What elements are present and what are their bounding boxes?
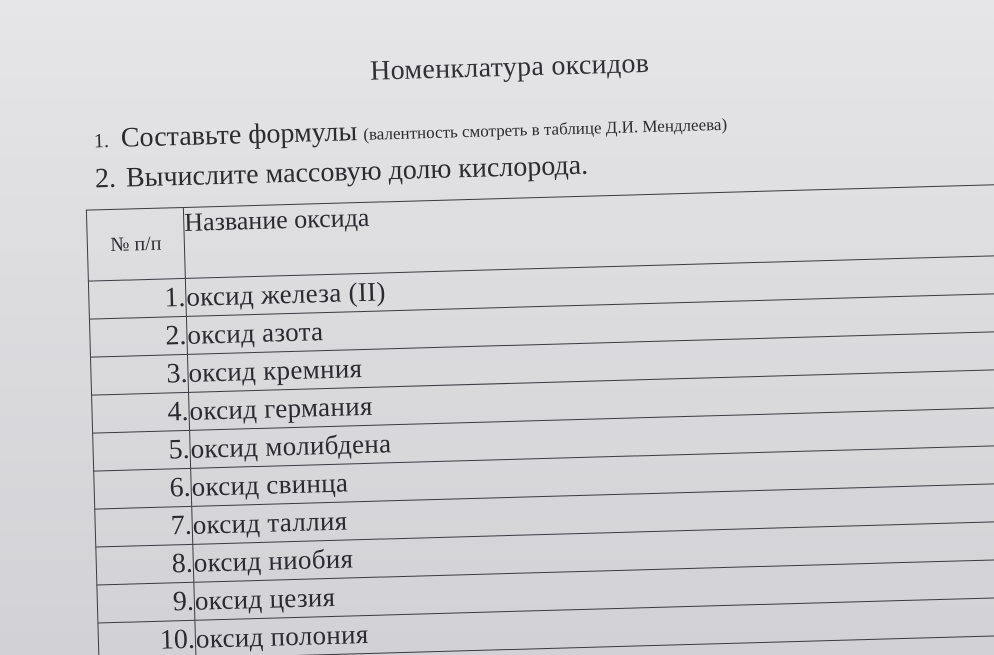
row-number: 4. (92, 392, 190, 433)
instruction-text: Составьте формулы (120, 116, 358, 154)
instruction-number: 1. (93, 130, 110, 153)
column-header-number: № п/п (86, 207, 185, 281)
oxide-name: оксид свинца (191, 444, 994, 506)
row-number: 1. (88, 278, 186, 319)
oxide-name: оксид азота (186, 292, 994, 354)
row-number: 6. (94, 468, 192, 509)
row-number: 2. (89, 316, 187, 357)
oxide-name: оксид железа (II) (185, 254, 994, 316)
oxide-name: оксид кремния (187, 330, 994, 392)
instruction-text: Вычислите массовую долю кислорода. (125, 149, 589, 194)
instruction-note: (валентность смотреть в таблице Д.И. Мендлеева) (363, 114, 728, 144)
row-number: 5. (93, 430, 191, 471)
instruction-2 (95, 150, 589, 196)
oxides-table (86, 183, 994, 655)
oxide-name: оксид германия (189, 368, 994, 430)
oxide-name: оксид полония (195, 596, 994, 655)
instruction-number: 2. (94, 162, 117, 195)
page-title: Номенклатура оксидов (369, 47, 650, 87)
oxide-name: оксид ниобия (193, 520, 994, 582)
row-number: 9. (97, 582, 195, 623)
row-number: 3. (91, 354, 189, 395)
row-number: 8. (96, 544, 194, 585)
oxide-name: оксид таллия (192, 482, 994, 544)
column-header-name: Название оксида (183, 183, 994, 278)
row-number: 7. (95, 506, 193, 547)
instruction-1 (93, 106, 727, 156)
oxide-name: оксид молибдена (190, 406, 994, 468)
row-number: 10. (98, 620, 196, 655)
oxide-name: оксид цезия (194, 558, 994, 620)
